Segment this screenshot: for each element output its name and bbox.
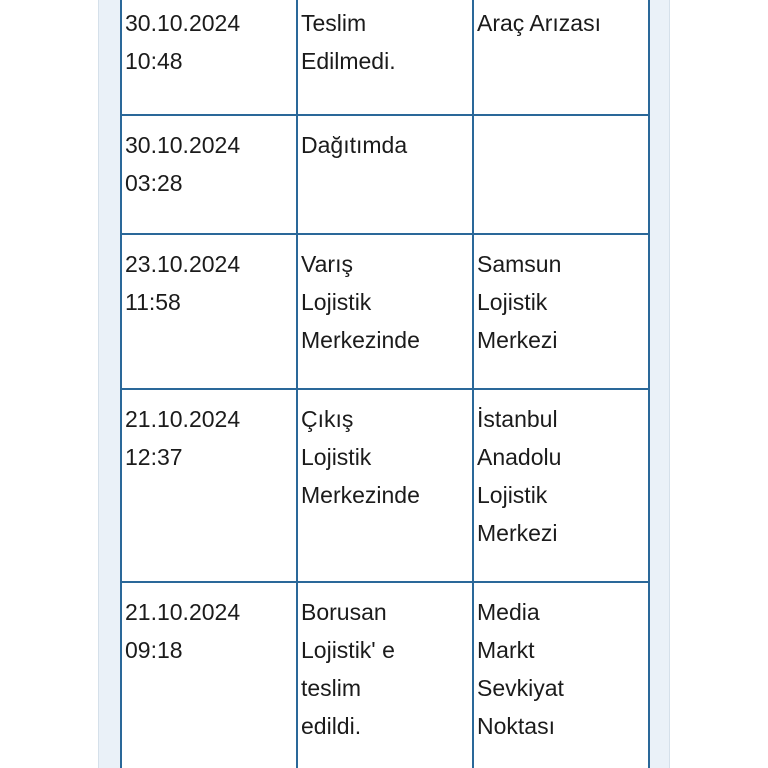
location-cell: Media Markt Sevkiyat Noktası <box>473 582 649 768</box>
location-cell <box>473 115 649 234</box>
status-cell: Borusan Lojistik' e teslim edildi. <box>297 582 473 768</box>
shipment-history-table <box>120 0 650 768</box>
status-cell: Çıkış Lojistik Merkezinde <box>297 389 473 582</box>
location-cell: İstanbul Anadolu Lojistik Merkezi <box>473 389 649 582</box>
datetime-cell: 30.10.2024 10:48 <box>121 0 297 115</box>
status-cell: Teslim Edilmedi. <box>297 0 473 115</box>
datetime-cell: 30.10.2024 03:28 <box>121 115 297 234</box>
table-row <box>121 582 649 768</box>
datetime-cell: 21.10.2024 09:18 <box>121 582 297 768</box>
table-row <box>121 115 649 234</box>
table-row <box>121 234 649 389</box>
location-cell: Samsun Lojistik Merkezi <box>473 234 649 389</box>
table-row <box>121 0 649 115</box>
status-cell: Varış Lojistik Merkezinde <box>297 234 473 389</box>
datetime-cell: 23.10.2024 11:58 <box>121 234 297 389</box>
location-cell: Araç Arızası <box>473 0 649 115</box>
status-cell: Dağıtımda <box>297 115 473 234</box>
table-row <box>121 389 649 582</box>
datetime-cell: 21.10.2024 12:37 <box>121 389 297 582</box>
